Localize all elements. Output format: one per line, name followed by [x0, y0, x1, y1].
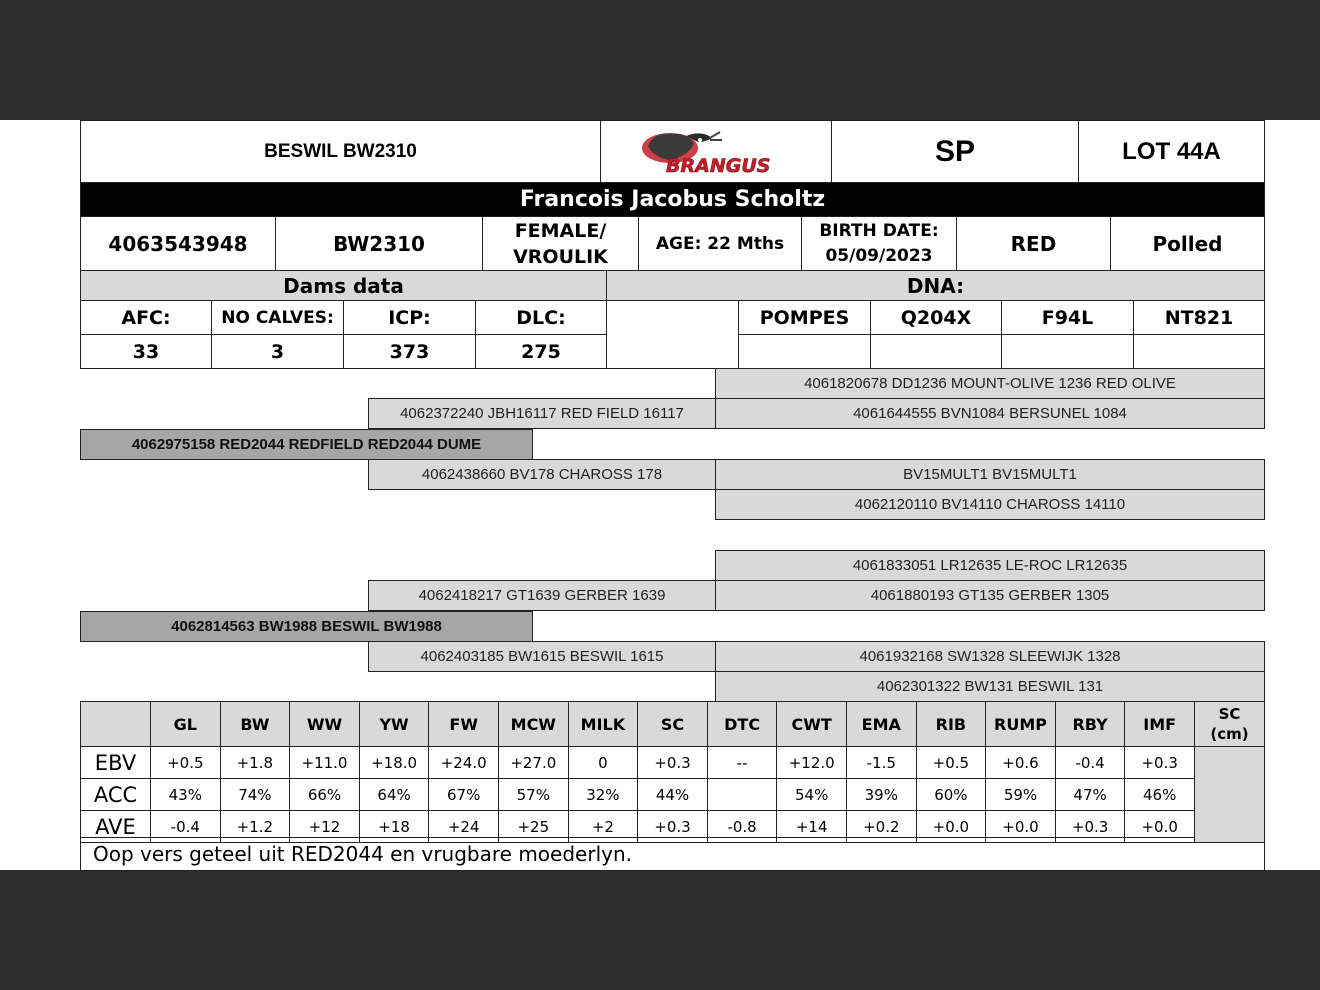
ebv-cell-acc-rump: 59%	[985, 778, 1056, 811]
tag-number: BW2310	[275, 216, 483, 271]
sc-cm-line-1: SC	[1218, 705, 1241, 723]
horn-status: Polled	[1110, 216, 1265, 271]
birth-date-label: BIRTH DATE:	[819, 220, 939, 241]
pedigree-dam: 4062814563 BW1988 BESWIL BW1988	[80, 611, 533, 642]
ebv-header-ema: EMA	[846, 701, 917, 747]
sex-line-1: FEMALE/	[514, 219, 607, 242]
color: RED	[956, 216, 1111, 271]
ebv-cell-ebv-mcw: +27.0	[498, 746, 569, 779]
ebv-cell-ebv-imf: +0.3	[1124, 746, 1195, 779]
ebv-cell-ave-mcw: +25	[498, 810, 569, 843]
dams-label-dlc: DLC:	[475, 300, 607, 335]
pedigree-sire-dam-dam: 4062120110 BV14110 CHAROSS 14110	[715, 489, 1265, 520]
comment: Oop vers geteel uit RED2044 en vrugbare moederlyn.	[80, 837, 1265, 871]
dams-value-dlc: 275	[475, 334, 607, 369]
ebv-header-mcw: MCW	[498, 701, 569, 747]
dna-value-pompes	[738, 334, 871, 369]
ebv-cell-ebv-cwt: +12.0	[776, 746, 847, 779]
ebv-cell-ebv-rump: +0.6	[985, 746, 1056, 779]
age: AGE: 22 Mths	[638, 216, 802, 271]
ebv-header-milk: MILK	[568, 701, 639, 747]
dna-label-pompes: POMPES	[738, 300, 871, 335]
ebv-cell-acc-gl: 43%	[150, 778, 221, 811]
ebv-cell-ave-milk: +2	[568, 810, 639, 843]
ebv-cell-ave-fw: +24	[428, 810, 499, 843]
ebv-row-label-ave: AVE	[80, 810, 151, 843]
ebv-cell-ebv-bw: +1.8	[220, 746, 291, 779]
pedigree-dam-sire-dam: 4061880193 GT135 GERBER 1305	[715, 580, 1265, 611]
ebv-cell-ave-rib: +0.0	[916, 810, 987, 843]
ebv-cell-ebv-ww: +11.0	[289, 746, 360, 779]
ebv-cell-ave-rump: +0.0	[985, 810, 1056, 843]
pedigree-sire-dam-sire: BV15MULT1 BV15MULT1	[715, 459, 1265, 490]
ebv-cell-acc-mcw: 57%	[498, 778, 569, 811]
dams-value-icp: 373	[343, 334, 476, 369]
ebv-cell-ebv-dtc: --	[707, 746, 778, 779]
dams-data-title: Dams data	[80, 270, 607, 301]
birth-date-value: 05/09/2023	[825, 245, 933, 266]
ebv-cell-ebv-milk: 0	[568, 746, 639, 779]
ebv-cell-acc-ema: 39%	[846, 778, 917, 811]
ebv-cell-ave-sc: +0.3	[637, 810, 708, 843]
ebv-cell-ave-ww: +12	[289, 810, 360, 843]
ebv-cell-ave-bw: +1.2	[220, 810, 291, 843]
id-number: 4063543948	[80, 216, 276, 271]
dna-title: DNA:	[606, 270, 1265, 301]
ebv-cell-ave-cwt: +14	[776, 810, 847, 843]
ebv-header-imf: IMF	[1124, 701, 1195, 747]
sc-cm-line-2: (cm)	[1210, 725, 1249, 743]
ebv-header-dtc: DTC	[707, 701, 778, 747]
dna-value-f94l	[1001, 334, 1134, 369]
registration-code: SP	[831, 120, 1079, 183]
sex-line-2: VROULIK	[513, 245, 608, 268]
ebv-cell-ebv-sc: +0.3	[637, 746, 708, 779]
pedigree-sire-dam: 4062438660 BV178 CHAROSS 178	[368, 459, 716, 490]
ebv-cell-acc-sc: 44%	[637, 778, 708, 811]
pedigree-sire-sire-dam: 4061644555 BVN1084 BERSUNEL 1084	[715, 398, 1265, 429]
ebv-cell-acc-dtc	[707, 778, 778, 811]
pedigree-dam-dam: 4062403185 BW1615 BESWIL 1615	[368, 641, 716, 672]
dna-value-q204x	[870, 334, 1002, 369]
pedigree-sire-sire-sire: 4061820678 DD1236 MOUNT-OLIVE 1236 RED OLIVE	[715, 368, 1265, 399]
ebv-header-corner	[80, 701, 151, 747]
dams-label-icp: ICP:	[343, 300, 476, 335]
ebv-row-label-ebv: EBV	[80, 746, 151, 779]
ebv-cell-ave-dtc: -0.8	[707, 810, 778, 843]
brangus-logo	[600, 120, 832, 183]
dams-label-afc: AFC:	[80, 300, 212, 335]
pedigree-dam-dam-sire: 4061932168 SW1328 SLEEWIJK 1328	[715, 641, 1265, 672]
ebv-cell-ebv-fw: +24.0	[428, 746, 499, 779]
ebv-header-cwt: CWT	[776, 701, 847, 747]
ebv-header-ww: WW	[289, 701, 360, 747]
ebv-header-sc-cm	[1194, 701, 1265, 747]
dna-blank	[606, 300, 739, 369]
dams-value-afc: 33	[80, 334, 212, 369]
ebv-header-rump: RUMP	[985, 701, 1056, 747]
ebv-cell-ave-yw: +18	[359, 810, 430, 843]
ebv-cell-acc-rby: 47%	[1055, 778, 1126, 811]
ebv-cell-acc-cwt: 54%	[776, 778, 847, 811]
dna-value-nt821	[1133, 334, 1265, 369]
ebv-cell-ebv-ema: -1.5	[846, 746, 917, 779]
ebv-cell-ebv-rby: -0.4	[1055, 746, 1126, 779]
dna-label-q204x: Q204X	[870, 300, 1002, 335]
pedigree-dam-sire: 4062418217 GT1639 GERBER 1639	[368, 580, 716, 611]
ebv-cell-ave-gl: -0.4	[150, 810, 221, 843]
ebv-cell-ebv-yw: +18.0	[359, 746, 430, 779]
ebv-header-yw: YW	[359, 701, 430, 747]
ebv-cell-acc-fw: 67%	[428, 778, 499, 811]
pedigree-dam-dam-dam: 4062301322 BW131 BESWIL 131	[715, 671, 1265, 702]
ebv-header-fw: FW	[428, 701, 499, 747]
ebv-cell-ave-ema: +0.2	[846, 810, 917, 843]
ebv-cell-acc-ww: 66%	[289, 778, 360, 811]
ebv-cell-ebv-rib: +0.5	[916, 746, 987, 779]
ebv-header-rib: RIB	[916, 701, 987, 747]
catalog-sheet	[0, 120, 1320, 870]
ebv-header-sc: SC	[637, 701, 708, 747]
animal-name: BESWIL BW2310	[80, 120, 601, 183]
ebv-cell-ave-rby: +0.3	[1055, 810, 1126, 843]
ebv-cell-acc-milk: 32%	[568, 778, 639, 811]
logo-text: BRANGUS	[666, 154, 771, 177]
lot-number: LOT 44A	[1078, 120, 1265, 183]
sex	[482, 216, 639, 271]
ebv-row-label-acc: ACC	[80, 778, 151, 811]
ebv-sc-cm-value	[1194, 746, 1265, 843]
ebv-header-bw: BW	[220, 701, 291, 747]
ebv-cell-ave-imf: +0.0	[1124, 810, 1195, 843]
ebv-cell-acc-rib: 60%	[916, 778, 987, 811]
ebv-cell-ebv-gl: +0.5	[150, 746, 221, 779]
ebv-cell-acc-yw: 64%	[359, 778, 430, 811]
dams-value-no-calves: 3	[211, 334, 344, 369]
ebv-header-rby: RBY	[1055, 701, 1126, 747]
pedigree-dam-sire-sire: 4061833051 LR12635 LE-ROC LR12635	[715, 550, 1265, 581]
dams-label-no-calves: NO CALVES:	[211, 300, 344, 335]
dna-label-nt821: NT821	[1133, 300, 1265, 335]
dna-label-f94l: F94L	[1001, 300, 1134, 335]
ebv-cell-acc-bw: 74%	[220, 778, 291, 811]
brangus-bull-icon	[636, 126, 796, 178]
birth-date	[801, 216, 957, 271]
owner-name: Francois Jacobus Scholtz	[80, 182, 1265, 217]
ebv-cell-acc-imf: 46%	[1124, 778, 1195, 811]
pedigree-sire-sire: 4062372240 JBH16117 RED FIELD 16117	[368, 398, 716, 429]
pedigree-sire: 4062975158 RED2044 REDFIELD RED2044 DUME	[80, 429, 533, 460]
ebv-header-gl: GL	[150, 701, 221, 747]
